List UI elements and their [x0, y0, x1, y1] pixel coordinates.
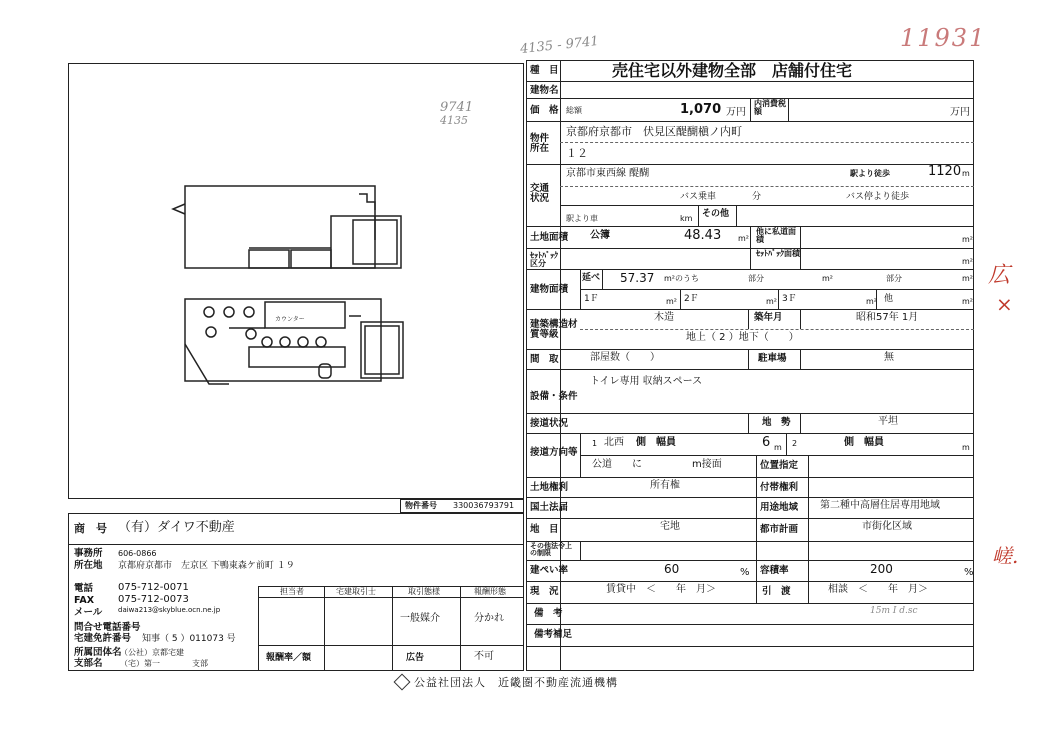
- location-line2: １２: [566, 147, 588, 160]
- total-suffix: m²のうち: [664, 274, 699, 283]
- land-law-label: 国土法届: [530, 502, 569, 513]
- name-label: 建物名: [530, 85, 559, 96]
- zoning-label: 用途地域: [760, 502, 799, 513]
- location-line1: 京都府京都市 伏見区醍醐槇ノ内町: [566, 125, 742, 138]
- property-number-value: 330036793791: [453, 501, 515, 510]
- built-value: 昭和57年 1月: [856, 312, 919, 323]
- traffic-line: 京都市東西線 醍醐: [566, 168, 650, 179]
- station-dist-label: 駅より車: [566, 214, 598, 223]
- floorplan-panel: [68, 63, 524, 499]
- traffic-label: 交通状況: [530, 183, 550, 204]
- road-dir-label: 接道方向等: [530, 447, 578, 458]
- part-unit-2: m²: [962, 274, 973, 283]
- handwritten-red-note1: 広: [988, 263, 1011, 288]
- handwritten-right-id: 11931: [900, 24, 987, 52]
- frontage-value: 公道 に m接面: [592, 459, 722, 470]
- equipment-label: 設備・条件: [530, 391, 578, 402]
- land-area-value: 48.43: [684, 228, 722, 243]
- handwritten-left-note2: 4135: [440, 114, 468, 127]
- company-label: 商 号: [74, 522, 107, 535]
- ad-value: 不可: [474, 651, 494, 662]
- bottom-scribble: 15m I d.sc: [870, 606, 918, 616]
- walk-label: 駅より徒歩: [850, 169, 890, 178]
- parking-value: 無: [884, 352, 894, 363]
- remarks-label: 備 考: [534, 608, 563, 619]
- price-value: 1,070: [680, 102, 722, 117]
- road2-side-label: 側 幅員: [844, 437, 884, 448]
- floor3-label: 3Ｆ: [782, 294, 797, 304]
- tel-value: 075-712-0071: [118, 582, 189, 593]
- org-label: 所属団体名: [74, 647, 122, 658]
- floor-other-unit: m²: [962, 297, 973, 306]
- org-logo-icon: [394, 674, 411, 691]
- building-area-label: 建物面積: [530, 284, 569, 295]
- zoning-value: 第二種中高層住居専用地域: [820, 500, 940, 511]
- floorplan-drawing: [69, 64, 525, 500]
- property-table: [526, 60, 974, 671]
- part-label-1: 部分: [748, 274, 764, 283]
- handwritten-top-code: 4135 - 9741: [519, 33, 600, 58]
- coverage-label: 建ぺい率: [530, 565, 569, 576]
- city-plan-label: 都市計画: [760, 524, 799, 535]
- far-value: 200: [870, 562, 893, 576]
- floor2-label: 2Ｆ: [684, 294, 699, 304]
- layout-label: 間 取: [530, 354, 559, 365]
- busstop-label: バス停より徒歩: [846, 192, 910, 202]
- setback-unit: m²: [962, 257, 973, 266]
- land-right-value: 所有権: [650, 480, 680, 491]
- status-label: 現 況: [530, 586, 559, 597]
- land-category-value: 宅地: [660, 521, 680, 532]
- price-unit: 万円: [726, 107, 746, 118]
- bus-unit: 分: [752, 192, 762, 202]
- handwritten-left-note1: 9741: [440, 100, 474, 115]
- road1-side-label: 側 幅員: [636, 437, 676, 448]
- org-value: （公社）京都宅建: [120, 648, 184, 657]
- private-road-label: 他に私道面積: [756, 227, 796, 245]
- mail-value: daiwa213@skyblue.ocn.ne.jp: [118, 606, 221, 614]
- tax-label: 内消費税額: [754, 99, 786, 117]
- other-law-label: その他法令上の制限: [530, 542, 572, 558]
- postal-code: 606-0866: [118, 549, 157, 558]
- private-unit: m²: [962, 235, 973, 244]
- office-label: 事務所: [74, 548, 103, 559]
- equipment-value: トイレ専用 収納スペース: [590, 376, 703, 387]
- land-category-label: 地 目: [530, 524, 559, 535]
- structure-label: 建築構造材質等級: [530, 319, 578, 340]
- contact-label: 問合せ電話番号: [74, 622, 141, 633]
- road2-no: 2: [792, 439, 798, 448]
- far-pct: %: [964, 567, 974, 578]
- fax-value: 075-712-0073: [118, 594, 189, 605]
- total-label: 延べ: [582, 273, 601, 283]
- fee-label: 報酬形態: [474, 587, 506, 596]
- building-right-label: 付帯権利: [760, 482, 799, 493]
- tax-unit: 万円: [950, 107, 970, 118]
- terrain-label: 地 勢: [762, 417, 791, 428]
- deal-value: 一般媒介: [400, 613, 440, 624]
- coverage-pct: %: [740, 567, 750, 578]
- type-label: 種 目: [530, 65, 559, 76]
- branch-value: （宅）第一 支部: [120, 659, 208, 668]
- tel-label: 電話: [74, 583, 94, 594]
- delivery-value: 相談 ＜ 年 月＞: [828, 584, 928, 595]
- floor2-unit: m²: [766, 297, 777, 306]
- rooms-value: 部屋数（ ）: [590, 352, 660, 363]
- footer-org: [396, 674, 618, 690]
- station-km: km: [680, 214, 693, 223]
- fee-value: 分かれ: [474, 613, 504, 624]
- floor-other-label: 他: [884, 294, 894, 304]
- fax-label: FAX: [74, 595, 95, 606]
- coverage-value: 60: [664, 562, 680, 576]
- road-status-label: 接道状況: [530, 418, 569, 429]
- structure-value: 木造: [654, 312, 674, 323]
- built-label: 築年月: [754, 312, 783, 323]
- setback-label: ｾｯﾄﾊﾞｯｸ区分: [530, 251, 558, 269]
- price-label: 価 格: [530, 105, 559, 116]
- road1-width: 6: [762, 435, 771, 450]
- position-label: 位置指定: [760, 460, 799, 471]
- floor1-unit: m²: [666, 297, 677, 306]
- license-value: 知事（ 5 ）011073 号: [142, 634, 236, 644]
- price-total-label: 総額: [566, 106, 582, 115]
- branch-label: 支部名: [74, 658, 103, 669]
- staff-label: 担当者: [280, 587, 304, 596]
- company-name: （有）ダイワ不動産: [118, 520, 235, 535]
- ad-label: 広告: [406, 653, 425, 663]
- terrain-value: 平坦: [878, 416, 898, 427]
- road1-dir: 北西: [604, 437, 624, 448]
- total-value: 57.37: [620, 271, 655, 285]
- address-value: 京都府京都市 左京区 下鴨東森ケ前町 １９: [118, 561, 295, 571]
- handwritten-red-note2: ×: [996, 292, 1013, 316]
- handwritten-red-note3: 嵯.: [992, 544, 1019, 568]
- remarks-supp-label: 備考補足: [534, 629, 573, 640]
- city-plan-value: 市街化区域: [862, 521, 912, 532]
- part-unit-1: m²: [822, 274, 833, 283]
- property-number-label: 物件番号: [405, 501, 437, 510]
- road2-unit: m: [962, 443, 970, 452]
- counter-label: カウンター: [275, 316, 305, 323]
- land-unit: m²: [738, 234, 749, 243]
- parking-label: 駐車場: [758, 353, 787, 364]
- bus-label: バス乗車: [680, 192, 717, 202]
- property-number-box: [400, 499, 524, 513]
- far-label: 容積率: [760, 565, 789, 576]
- walk-value: 1120: [928, 164, 962, 179]
- floor1-label: 1Ｆ: [584, 294, 599, 304]
- land-kind: 公簿: [590, 230, 610, 241]
- license-label: 宅建免許番号: [74, 633, 132, 644]
- address-label: 所在地: [74, 560, 103, 571]
- location-label: 物件所在: [530, 133, 550, 154]
- road1-unit: m: [774, 443, 782, 452]
- walk-unit: m: [962, 169, 970, 178]
- type-value: 売住宅以外建物全部 店舗付住宅: [612, 61, 853, 80]
- land-right-label: 土地権利: [530, 482, 569, 493]
- deal-label: 取引態様: [408, 587, 440, 596]
- floor3-unit: m²: [866, 297, 877, 306]
- trader-label: 宅建取引士: [336, 587, 376, 596]
- footer-org-name: 公益社団法人 近畿圏不動産流通機構: [414, 676, 618, 689]
- other-label: その他: [702, 209, 730, 219]
- part-label-2: 部分: [886, 274, 902, 283]
- fee-amount-label: 報酬率／額: [266, 653, 312, 663]
- stories-value: 地上（ 2 ）地下（ ）: [686, 332, 799, 343]
- status-value: 賃貸中 ＜ 年 月＞: [606, 584, 716, 595]
- setback-area-label: ｾｯﾄﾊﾞｯｸ面積: [756, 249, 800, 258]
- mail-label: メール: [74, 607, 103, 618]
- road1-no: 1: [592, 439, 598, 448]
- land-area-label: 土地面積: [530, 232, 569, 243]
- delivery-label: 引 渡: [762, 586, 791, 597]
